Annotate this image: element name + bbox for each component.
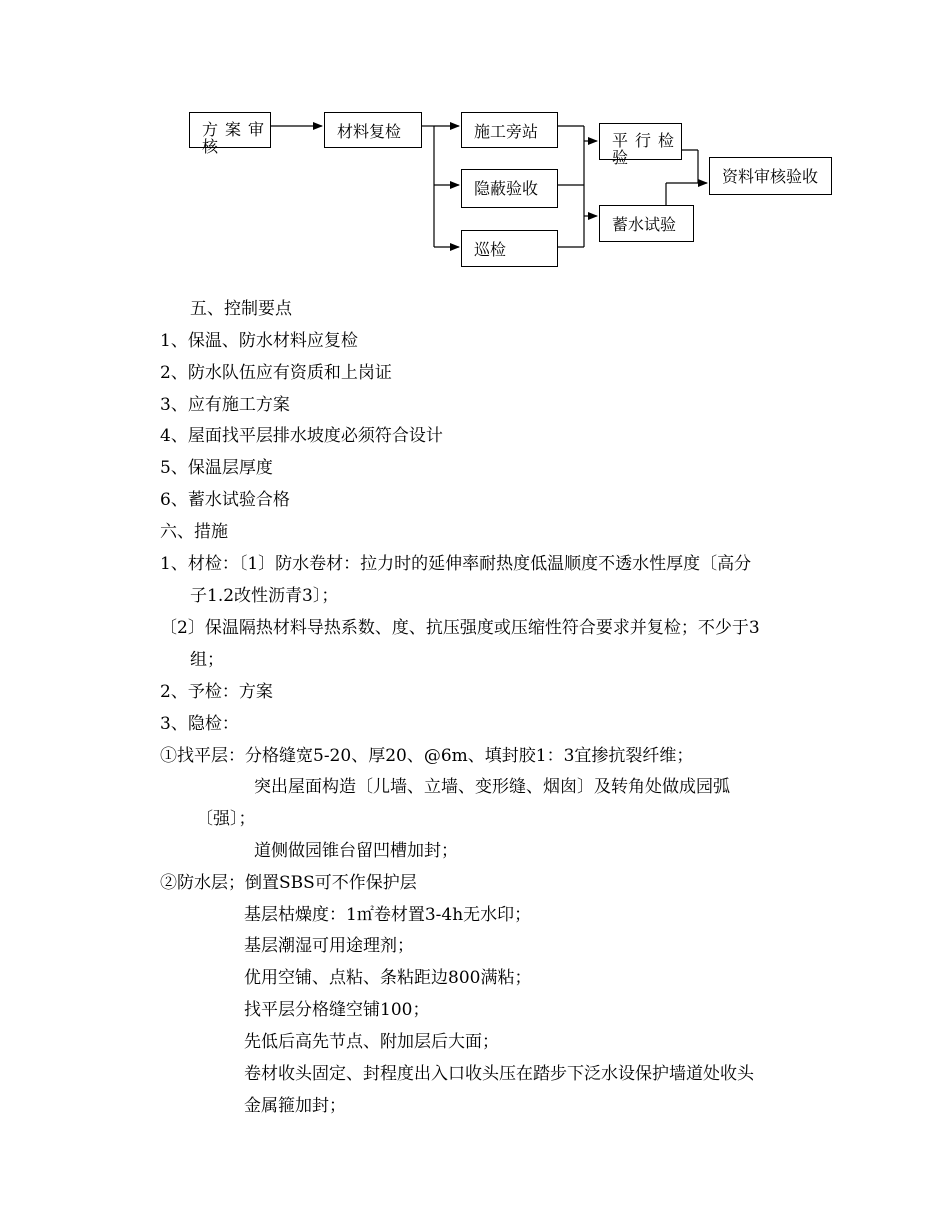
box-concealed-acceptance-label: 隐蔽验收: [474, 179, 539, 198]
box-side-station: [461, 112, 558, 148]
measure-3: 3、隐检：: [160, 714, 239, 734]
waterproof-layer-line-2: 基层枯燥度：1㎡卷材置3-4h无水印；: [244, 905, 532, 925]
measure-1-line-1: 1、材检：〔1〕防水卷材：拉力时的延伸率耐热度低温顺度不透水性厚度〔高分: [160, 554, 752, 574]
waterproof-layer-line-6: 先低后高先节点、附加层后大面；: [244, 1032, 499, 1052]
box-patrol-inspection: [461, 230, 558, 267]
box-water-storage-test-label: 蓄水试验: [612, 215, 677, 234]
section-5-title: 五、控制要点: [190, 299, 292, 319]
box-concealed-acceptance: [461, 169, 558, 208]
leveling-layer-line-3: 〔强〕；: [196, 809, 256, 829]
waterproof-layer-line-1: ②防水层；倒置SBS可不作保护层: [160, 873, 417, 893]
box-material-recheck-label: 材料复检: [337, 122, 402, 141]
waterproof-layer-line-3: 基层潮湿可用途理剂；: [244, 936, 414, 956]
measure-1-line-3: 〔2〕保温隔热材料导热系数、度、抗压强度或压缩性符合要求并复检；不少于3: [160, 618, 760, 638]
box-material-recheck: [324, 112, 422, 148]
leveling-layer-line-4: 道侧做园锥台留凹槽加封；: [254, 841, 458, 861]
box-document-review-label: 资料审核验收: [722, 167, 819, 186]
box-plan-review-label: 方案审核: [202, 120, 272, 156]
box-side-station-label: 施工旁站: [474, 122, 539, 141]
control-point-3: 3、应有施工方案: [160, 395, 290, 415]
control-point-6: 6、蓄水试验合格: [160, 490, 290, 510]
waterproof-layer-line-4: 优用空铺、点粘、条粘距边800满粘；: [244, 968, 532, 988]
measure-2: 2、予检：方案: [160, 682, 273, 702]
control-point-5: 5、保温层厚度: [160, 458, 273, 478]
box-plan-review: [189, 112, 272, 156]
waterproof-layer-line-5: 找平层分格缝空铺100；: [244, 1000, 430, 1020]
measure-1-line-2: 子1.2改性沥青3〕；: [190, 586, 339, 606]
box-patrol-inspection-label: 巡检: [474, 240, 507, 259]
box-document-review: [709, 157, 832, 195]
box-parallel-inspection: [599, 123, 682, 167]
leveling-layer-line-2: 突出屋面构造〔儿墙、立墙、变形缝、烟囱〕及转角处做成园弧: [254, 777, 730, 797]
box-water-storage-test: [599, 205, 694, 242]
control-point-1: 1、保温、防水材料应复检: [160, 331, 358, 351]
waterproof-layer-line-8: 金属箍加封；: [244, 1096, 346, 1116]
flowchart: [0, 0, 950, 290]
control-point-4: 4、屋面找平层排水坡度必须符合设计: [160, 426, 443, 446]
box-parallel-inspection-label: 平行检验: [612, 131, 682, 167]
control-point-2: 2、防水队伍应有资质和上岗证: [160, 363, 392, 383]
waterproof-layer-line-7: 卷材收头固定、封程度出入口收头压在踏步下泛水设保护墙道处收头: [244, 1064, 754, 1084]
section-6-title: 六、措施: [160, 522, 228, 542]
measure-1-line-4: 组；: [190, 650, 224, 670]
leveling-layer-line-1: ①找平层：分格缝宽5-20、厚20、@6m、填封胶1：3宜掺抗裂纤维；: [160, 746, 694, 766]
